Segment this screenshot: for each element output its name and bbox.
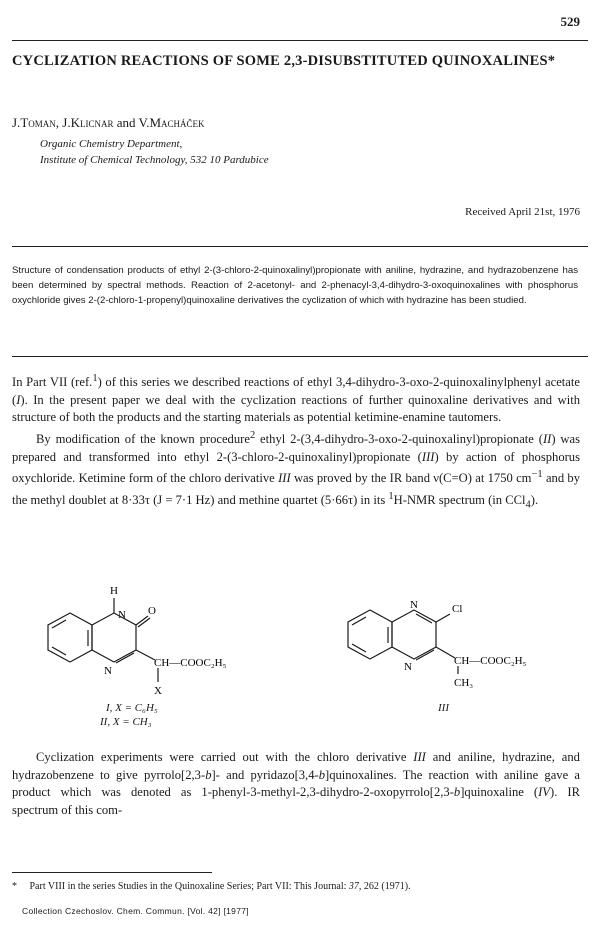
abstract: Structure of condensation products of ethyl 2-(3-chloro-2-quinoxalinyl)propionate with aniline, hydrazine, and hydrazobenzene has been determined by spectral methods. Reaction of 2-acetonyl- and 2-phenacyl-3,4-dihydro-3-oxoquinoxalines with phosphorus oxychloride gives 2-(2-chloro-1-propenyl)quinoxaline derivatives the cyclization of which with hydrazine has been studied. [12,265,578,307]
benzene-ring [48,613,92,662]
footnote: * Part VIII in the series Studies in the Quinoxaline Series; Part VII: This Journal: 37, 262 (1971). [12,881,411,892]
body-text-top [12,370,580,514]
atom-n-top: N [410,599,418,611]
body-text-bottom [12,749,580,819]
page-number: 529 [560,14,580,29]
substituent-methyl: CH₃ [454,677,474,688]
structure-III [330,588,570,688]
atom-n-bottom: N [104,665,112,677]
atom-n-bottom: N [404,661,412,673]
pyrazine-ring [92,613,136,662]
atom-x: X [154,685,162,697]
substituent-ester: CH—COOC₂H₅ [154,657,227,669]
paragraph-3: Cyclization experiments were carried out with the chloro derivative III and aniline, hydrazine, and hydrazobenzene to give pyrrolo[2,3-b]- and pyridazo[3,4-b]quinoxalines. The reaction with aniline gave a product which was denoted as 1-phenyl-3-methyl-2,3-dihydro-2-oxopyrrolo[2,3-b]quinoxaline (IV). IR spectrum of this com- [12,750,580,817]
authors: J.Toman, J.Klicnar and V.Macháček [12,115,205,130]
affiliation: Organic Chemistry Department, Institute of Chemical Technology, 532 10 Pardubice [40,138,269,166]
paragraph-1: In Part VII (ref.$^1$) of this series we described reactions of ethyl 3,4-dihydro-3-oxo-2-quinoxalinylphenyl acetate (I). In the present paper we deal with the cyclization reactions of further quinoxaline derivatives and with structure of both the products and the starting materials as potential ketimine-enamine tautomers. [12,373,580,425]
label-II: II, X = CH₃ [100,716,152,728]
abstract-bottom-rule [12,356,588,357]
label-I: I, X = C₆H₅ [106,702,158,714]
atom-h: H [110,585,118,597]
atom-cl: Cl [452,603,463,615]
atom-n-top: N [118,609,126,621]
abstract-top-rule [12,246,588,247]
footnote-rule [12,872,212,873]
pyrazine-ring [392,610,436,659]
header-rule [12,40,588,41]
article-title: CYCLIZATION REACTIONS OF SOME 2,3-DISUBSTITUTED QUINOXALINES* [12,53,556,69]
paragraph-2: By modification of the known procedure$^2$ ethyl 2-(3,4-dihydro-3-oxo-2-quinoxalinyl)propionate (II) was prepared and transformed into ethyl 2-(3-chloro-2-quinoxalinyl)propionate (III) by action of phosphorus oxychloride. Ketimine form of the chloro derivative III was proved by the IR band ν(C=O) at 1750 $cm^{-1}$ and by the methyl doublet at 8·33τ (J = 7·1 Hz) and methine quartet (5·66τ) in its $^1$H-NMR spectrum (in CCl$_4$). [12,429,581,511]
substituent-ester: CH—COOC₂H₅ [454,655,527,667]
label-III: III [438,702,449,714]
received-date: Received April 21st, 1976 [465,206,580,218]
structure-I-II [30,578,270,698]
journal-footer: Collection Czechoslov. Chem. Commun. [Vol. 42] [1977] [22,906,249,916]
atom-o: O [148,605,156,617]
benzene-ring [348,610,392,659]
